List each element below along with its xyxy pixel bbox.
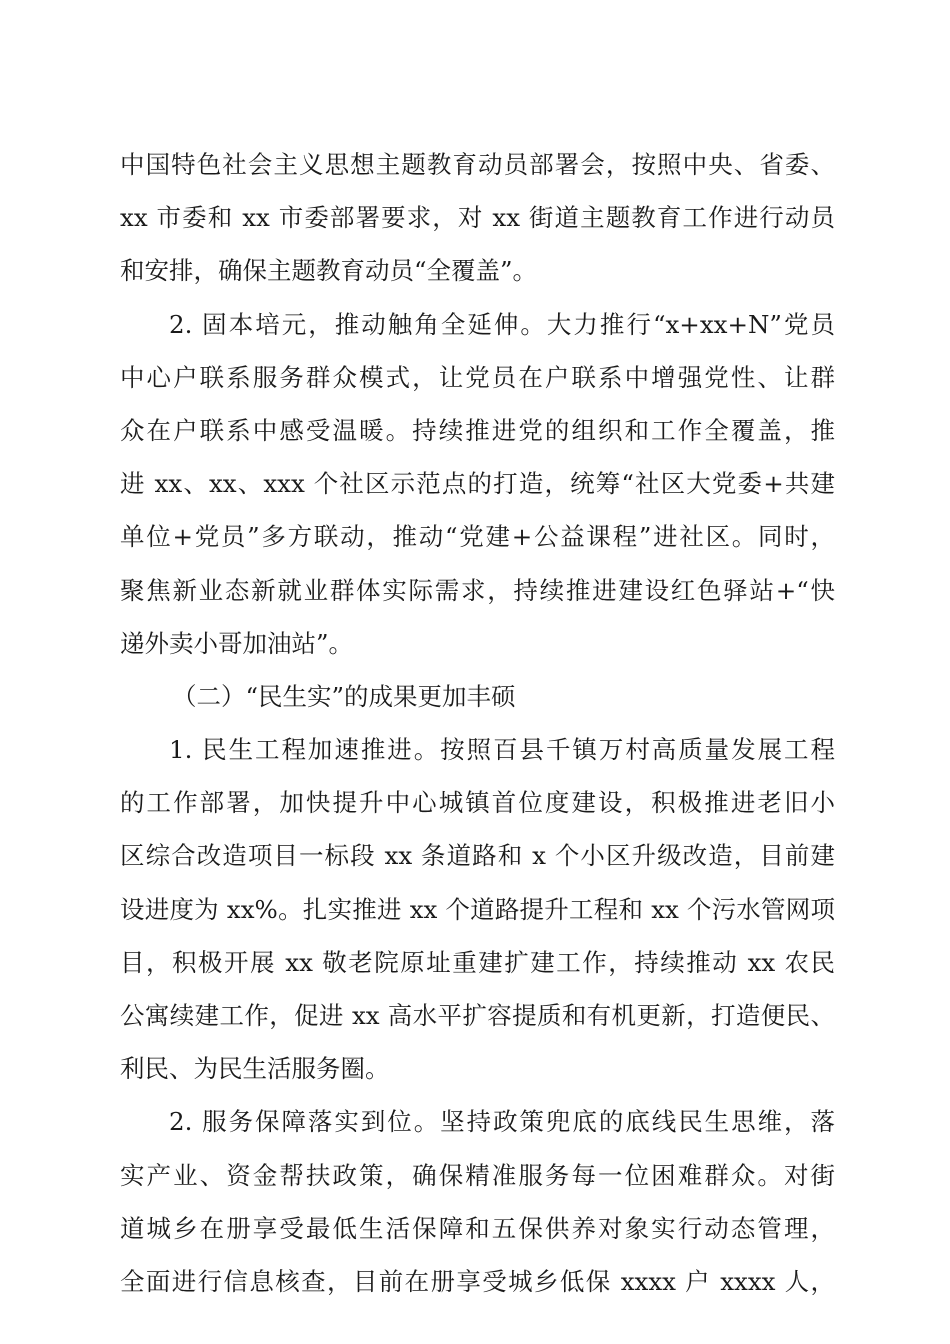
text-line: 道城乡在册享受最低生活保障和五保供养对象实行动态管理， <box>120 1213 835 1243</box>
paragraph <box>120 723 835 1095</box>
text-line: 设进度为 xx%。扎实推进 xx 个道路提升工程和 xx 个污水管网项 <box>120 894 835 924</box>
text-line: 单位+党员”多方联动，推动“党建+公益课程”进社区。同时， <box>120 522 835 552</box>
text-line: 目，积极开展 xx 敬老院原址重建扩建工作，持续推动 xx 农民 <box>120 947 835 977</box>
text-line: 递外卖小哥加油站”。 <box>120 628 354 658</box>
document-body <box>120 138 835 1308</box>
paragraph <box>120 1095 835 1308</box>
text-line: 2. 服务保障落实到位。坚持政策兜底的底线民生思维，落 <box>169 1107 835 1137</box>
text-line: 公寓续建工作，促进 xx 高水平扩容提质和有机更新，打造便民、 <box>120 1001 835 1030</box>
text-line: 众在户联系中感受温暖。持续推进党的组织和工作全覆盖，推 <box>120 415 835 445</box>
heading-text: （二）“民生实”的成果更加丰硕 <box>172 681 516 711</box>
text-line: 利民、为民生活服务圈。 <box>120 1054 390 1084</box>
text-line: 2. 固本培元，推动触角全延伸。大力推行“x+xx+N”党员 <box>169 309 835 339</box>
section-heading <box>120 670 835 723</box>
paragraph <box>120 138 835 298</box>
text-line: 进 xx、xx、xxx 个社区示范点的打造，统筹“社区大党委+共建 <box>120 469 835 499</box>
text-line: 1. 民生工程加速推进。按照百县千镇万村高质量发展工程 <box>169 735 835 765</box>
text-line: 实产业、资金帮扶政策，确保精准服务每一位困难群众。对街 <box>120 1160 835 1190</box>
text-line: 中心户联系服务群众模式，让党员在户联系中增强党性、让群 <box>120 362 835 392</box>
text-line: 全面进行信息核查，目前在册享受城乡低保 xxxx 户 xxxx 人， <box>120 1266 835 1296</box>
text-line: 和安排，确保主题教育动员“全覆盖”。 <box>120 256 538 286</box>
text-line: 聚焦新业态新就业群体实际需求，持续推进建设红色驿站+“快 <box>120 575 835 605</box>
text-line: 区综合改造项目一标段 xx 条道路和 x 个小区升级改造，目前建 <box>120 841 835 871</box>
text-line: 的工作部署，加快提升中心城镇首位度建设，积极推进老旧小 <box>120 788 835 818</box>
text-line: xx 市委和 xx 市委部署要求，对 xx 街道主题教育工作进行动员 <box>120 203 835 233</box>
paragraph <box>120 298 835 670</box>
text-line: 中国特色社会主义思想主题教育动员部署会，按照中央、省委、 <box>120 150 835 179</box>
